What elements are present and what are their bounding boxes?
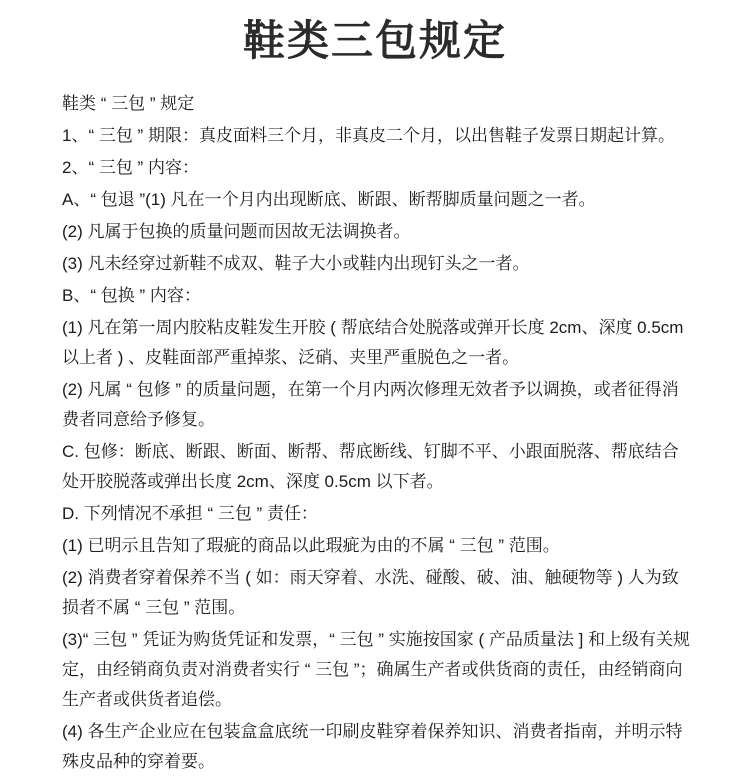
paragraph-subtitle: 鞋类 “ 三包 ” 规定	[62, 94, 195, 113]
paragraph-exclusion-item-4: (4) 各生产企业应在包装盒盒底统一印刷皮鞋穿着保养知识、消费者指南，并明示特殊皮品种的穿着要。	[62, 722, 683, 771]
paragraph-repair: C. 包修：断底、断跟、断面、断帮、帮底断线、钉脚不平、小跟面脱落、帮底结合处开胶脱落或弹出长度 2cm、深度 0.5cm 以下者。	[62, 442, 679, 491]
paragraph-refund-item-1: A、“ 包退 ”(1) 凡在一个月内出现断底、断跟、断帮脚质量问题之一者。	[62, 190, 596, 209]
paragraph-refund-item-2: (2) 凡属于包换的质量问题而因故无法调换者。	[62, 222, 411, 241]
paragraph-exclusion-item-2: (2) 消费者穿着保养不当 ( 如：雨天穿着、水洗、碰酸、破、油、触硬物等 ) 人为致损者不属 “ 三包 ” 范围。	[62, 568, 679, 617]
paragraph-term: 1、“ 三包 ” 期限：真皮面料三个月，非真皮二个月，以出售鞋子发票日期起计算。	[62, 126, 675, 145]
paragraph-exchange-item-2: (2) 凡属 “ 包修 ” 的质量问题，在第一个月内两次修理无效者予以调换，或者征得消费者同意给予修复。	[62, 380, 679, 429]
paragraph-exclusions-heading: D. 下列情况不承担 “ 三包 ” 责任：	[62, 504, 318, 523]
paragraph-exchange-item-1: (1) 凡在第一周内胶粘皮鞋发生开胶 ( 帮底结合处脱落或弹开长度 2cm、深度 0.5cm 以上者 ) 、皮鞋面部严重掉浆、泛硝、夹里严重脱色之一者。	[62, 318, 684, 367]
document-body	[0, 89, 750, 777]
page-title: 鞋类三包规定	[242, 17, 507, 64]
paragraph-exclusion-item-3: (3)“ 三包 ” 凭证为购货凭证和发票，“ 三包 ” 实施按国家 ( 产品质量法 ] 和上级有关规定，由经销商负责对消费者实行 “ 三包 ”；确属生产者或供货商的责任，由经销商向生产者或供货者追偿。	[62, 630, 691, 709]
paragraph-refund-item-3: (3) 凡未经穿过新鞋不成双、鞋子大小或鞋内出现钉头之一者。	[62, 254, 530, 273]
paragraph-exchange-heading: B、“ 包换 ” 内容：	[62, 286, 201, 305]
paragraph-contents-heading: 2、“ 三包 ” 内容：	[62, 158, 199, 177]
paragraph-exclusion-item-1: (1) 已明示且告知了瑕疵的商品以此瑕疵为由的不属 “ 三包 ” 范围。	[62, 536, 560, 555]
